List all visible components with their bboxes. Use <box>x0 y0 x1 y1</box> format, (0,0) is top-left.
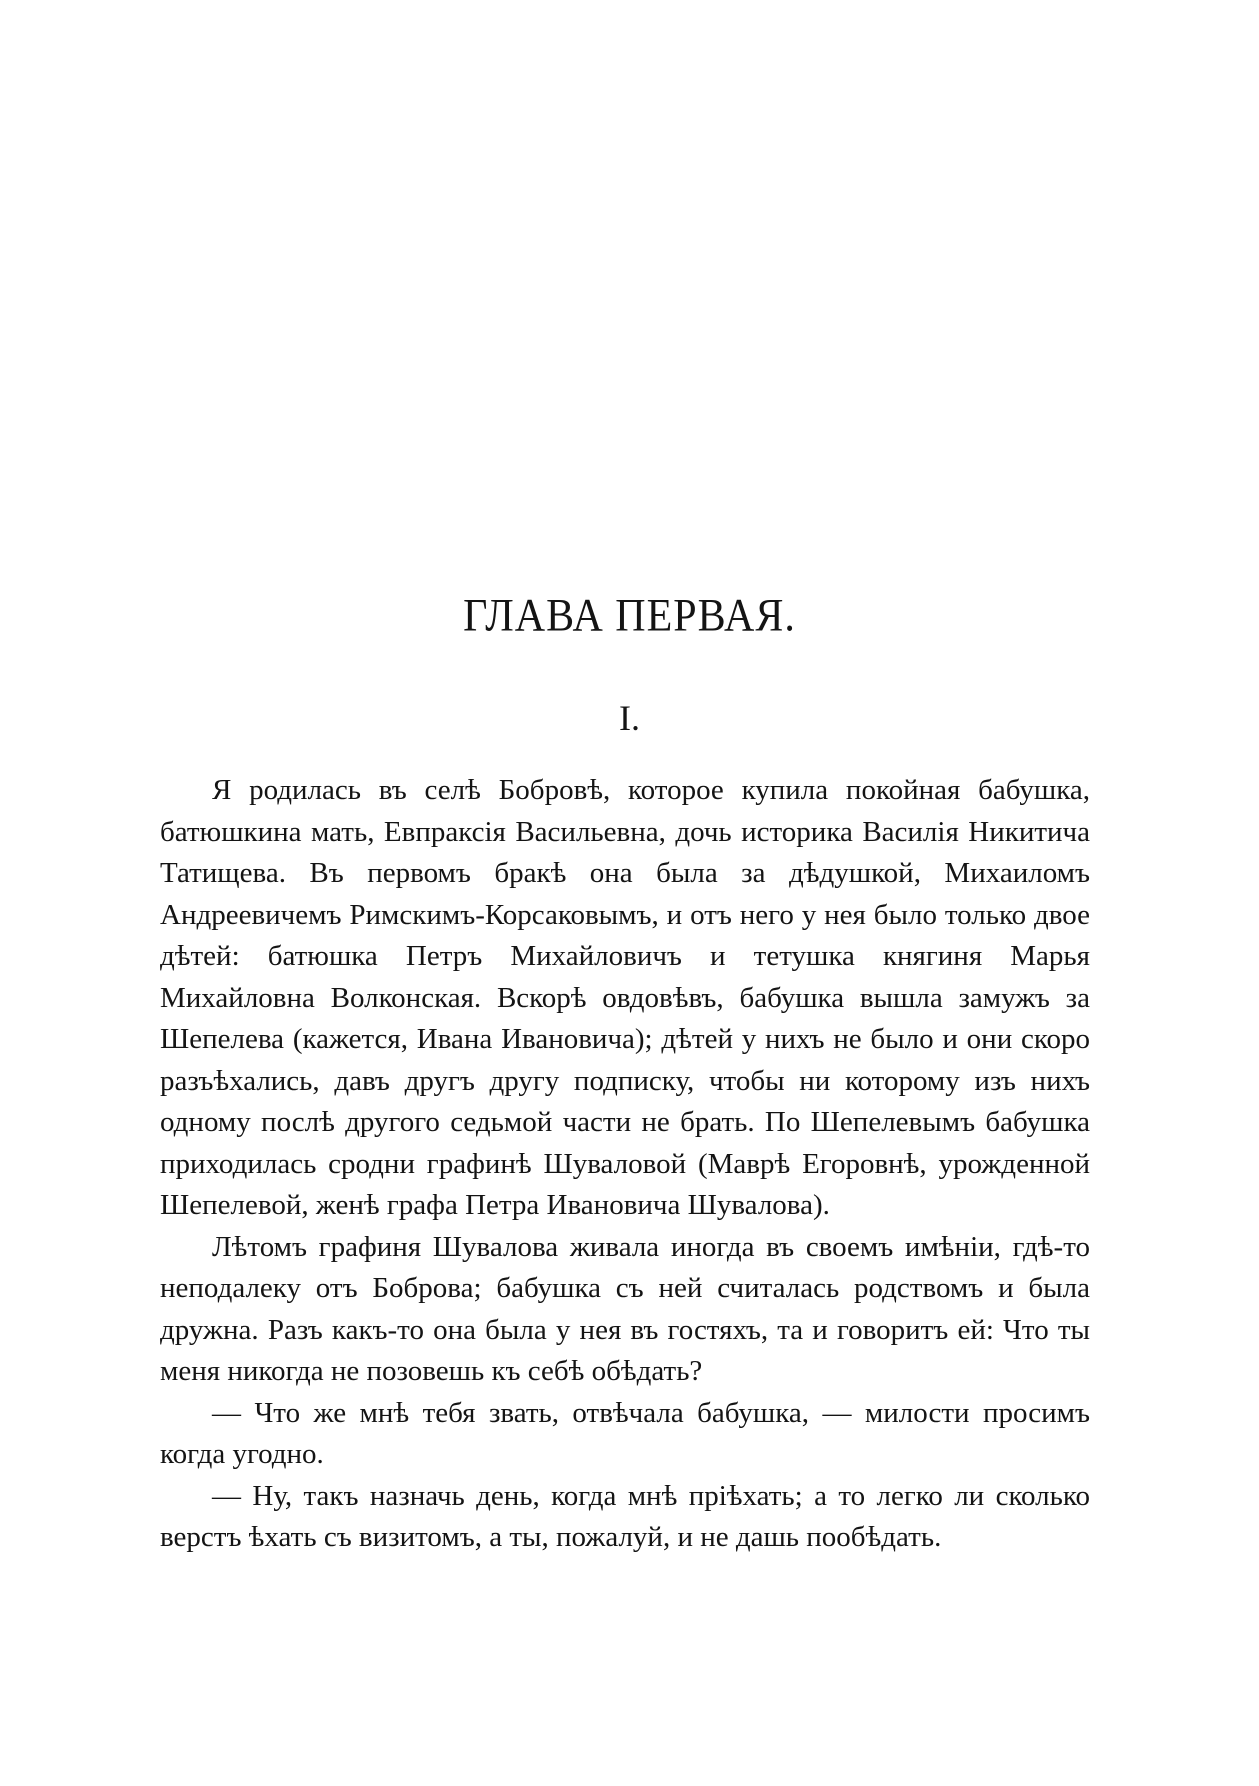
chapter-title: ГЛАВА ПЕРВАЯ. <box>463 590 796 642</box>
section-number: I. <box>619 698 640 738</box>
paragraph-4: — Ну, такъ назначь день, когда мнѣ пріѣхать; а то легко ли сколько верстъ ѣхать съ визитомъ, а ты, пожалуй, и не дашь пообѣдать. <box>160 1479 1090 1553</box>
paragraph-2: Лѣтомъ графиня Шувалова живала иногда въ своемъ имѣніи, гдѣ-то неподалеку отъ Боброва; бабушка съ ней считалась родствомъ и была дружна. Разъ какъ-то она была у нея въ гостяхъ, та и говоритъ ей: Что ты меня никогда не позовешь къ себѣ обѣдать? <box>160 1230 1090 1387</box>
paragraph-1: Я родилась въ селѣ Бобровѣ, которое купила покойная бабушка, батюшкина мать, Евпраксія Васильевна, дочь историка Василія Никитича Татищева. Въ первомъ бракѣ она была за дѣдушкой, Михаиломъ Андреевичемъ Римскимъ-Корсаковымъ, и отъ него у нея было только двое дѣтей: батюшка Петръ Михайловичъ и тетушка княгиня Марья Михайловна Волконская. Вскорѣ овдовѣвъ, бабушка вышла замужъ за Шепелева (кажется, Ивана Ивановича); дѣтей у нихъ не было и они скоро разъѣхались, давъ другъ другу подписку, чтобы ни которому изъ нихъ одному послѣ другого седьмой части не брать. По Шепелевымъ бабушка приходилась сродни графинѣ Шуваловой (Маврѣ Егоровнѣ, урожденной Шепелевой, женѣ графа Петра Ивановича Шувалова). <box>160 774 1090 1221</box>
body-text <box>160 770 1090 1559</box>
paragraph-3: — Что же мнѣ тебя звать, отвѣчала бабушка, — милости просимъ когда угодно. <box>160 1396 1090 1470</box>
